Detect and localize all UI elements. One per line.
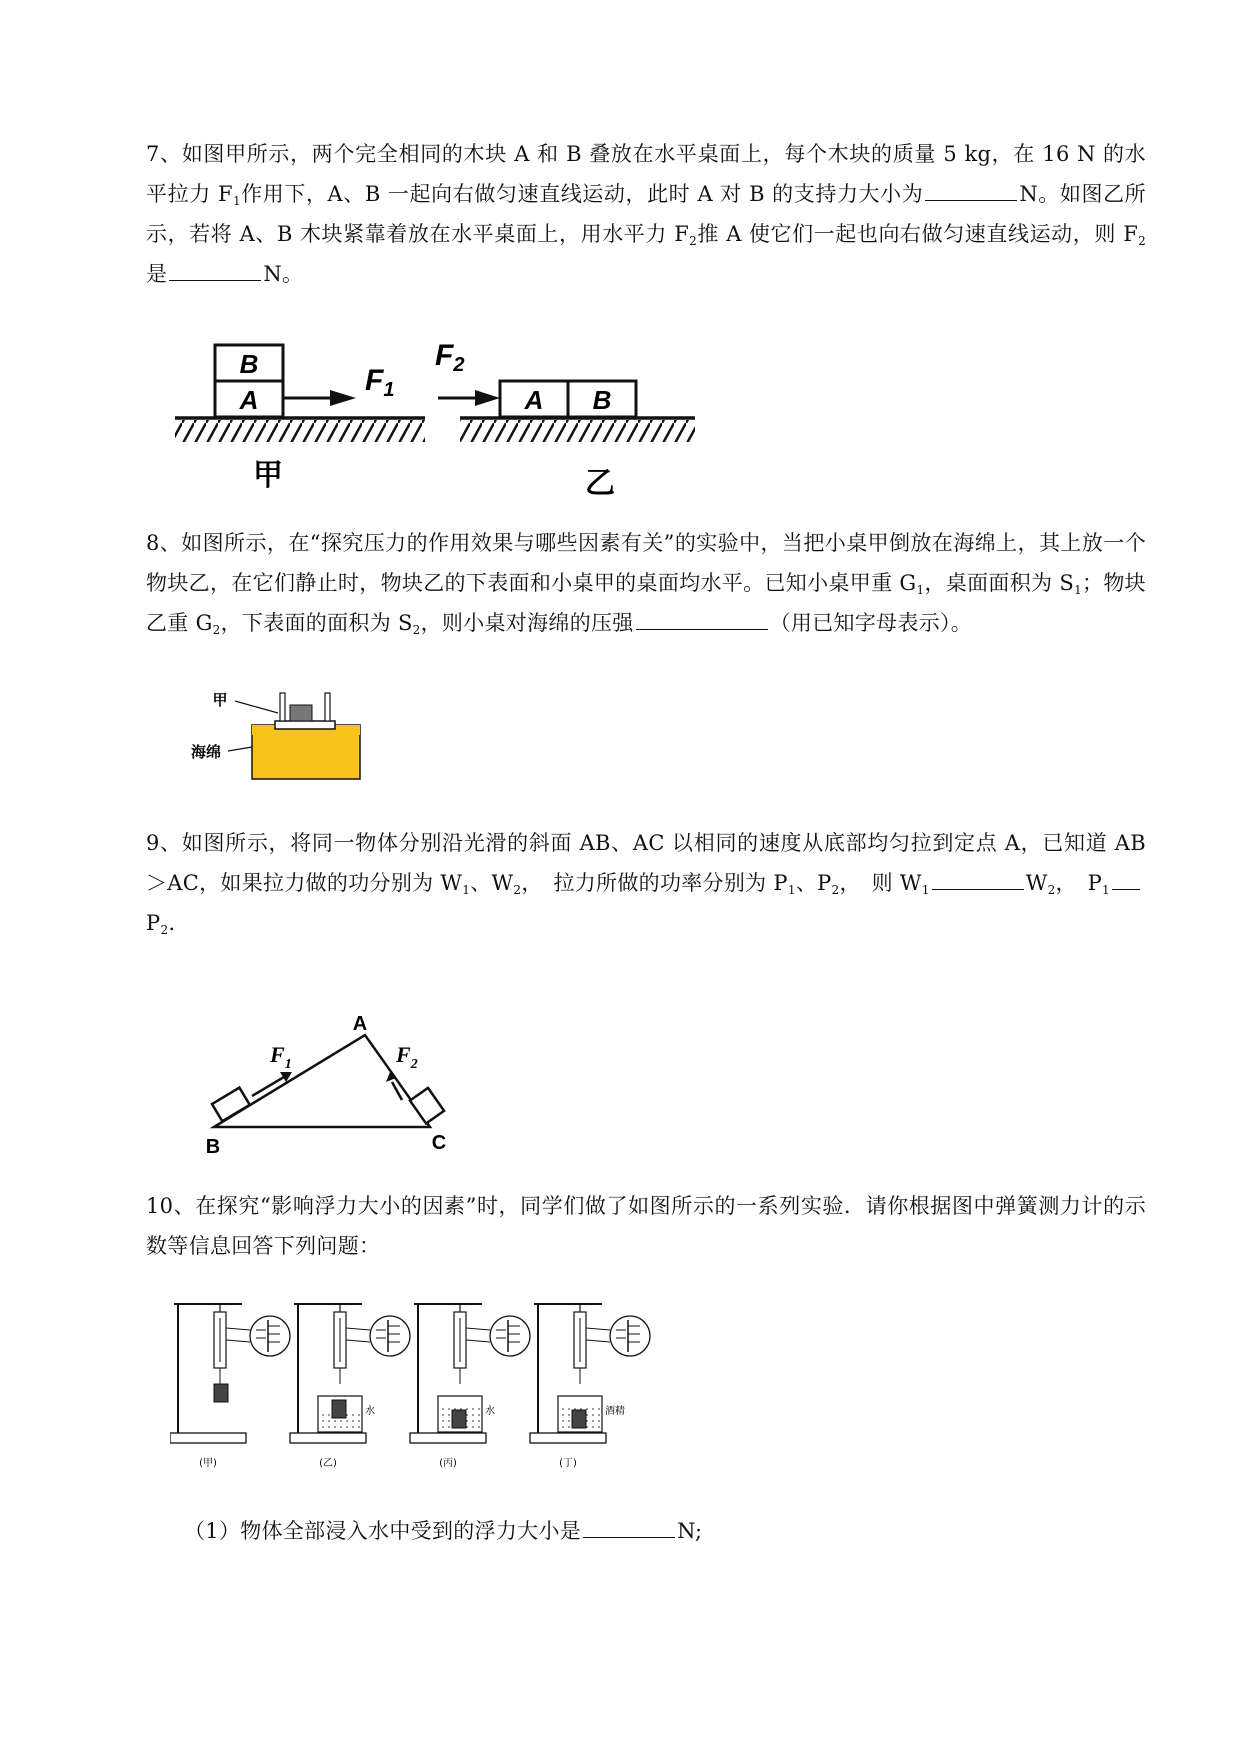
answer-blank[interactable]	[1112, 865, 1140, 890]
figure-q9	[200, 1010, 460, 1165]
block-b2-label: B	[592, 385, 612, 415]
answer-blank[interactable]	[169, 256, 261, 281]
question-10-part-1: （1）物体全部浸入水中受到的浮力大小是 N;	[184, 1511, 1184, 1551]
block-a-label: A	[239, 385, 259, 415]
block-a2-label: A	[524, 385, 544, 415]
figure-q7	[170, 335, 710, 505]
label-a: A	[352, 1013, 368, 1035]
apparatus-jia	[170, 1304, 290, 1443]
label-f1: $F_1$	[270, 1042, 292, 1072]
label-b: B	[205, 1136, 221, 1158]
force-f1-label: $F_1$	[365, 364, 395, 401]
arrow-f2	[475, 390, 500, 406]
label-jia: 甲	[212, 691, 228, 709]
answer-blank[interactable]	[636, 605, 768, 630]
block-on-ac	[410, 1088, 444, 1124]
arrow-f1	[330, 390, 356, 406]
answer-blank[interactable]	[932, 865, 1024, 890]
label-jia: (甲)	[199, 1458, 217, 1469]
force-f2-label: $F_2$	[435, 339, 465, 376]
answer-blank[interactable]	[583, 1513, 675, 1538]
question-9: 9、如图所示，将同一物体分别沿光滑的斜面 AB、AC 以相同的速度从底部均匀拉到定点 A，已知道 AB＞AC，如果拉力做的功分别为 $W_1$、$W_2$， 拉力所做的功率分别为 $P_1$、$P_2$， 则 $W_1$ $W_2$， $P_1$ $P_2$.	[146, 831, 1146, 937]
label-f2: $F_2$	[396, 1042, 418, 1072]
block-on-ab	[212, 1088, 250, 1122]
label-sponge: 海绵	[190, 743, 222, 761]
answer-blank[interactable]	[925, 176, 1017, 201]
liquid-label-alcohol: 酒精	[605, 1406, 625, 1417]
label-ding: (丁)	[559, 1458, 577, 1469]
apparatus-bing	[410, 1304, 530, 1443]
block-b-label: B	[239, 349, 259, 379]
figure-q10	[170, 1298, 670, 1478]
liquid-label-water: 水	[365, 1406, 375, 1417]
question-10: 10、在探究“影响浮力大小的因素”时，同学们做了如图所示的一系列实验．请你根据图中弹簧测力计的示数等信息回答下列问题：	[146, 1194, 1146, 1258]
apparatus-yi	[290, 1304, 410, 1443]
apparatus-ding	[530, 1304, 650, 1443]
liquid-label-water: 水	[485, 1406, 495, 1417]
arrow-f2	[386, 1072, 396, 1082]
label-yi: 乙	[585, 466, 615, 501]
label-jia: 甲	[253, 458, 283, 493]
small-table-top	[275, 721, 335, 729]
question-8: 8、如图所示，在“探究压力的作用效果与哪些因素有关”的实验中，当把小桌甲倒放在海绵上，其上放一个物块乙，在它们静止时，物块乙的下表面和小桌甲的桌面均水平。已知小桌甲重 $G_1$，桌面面积为 $S_1$；物块乙重 $G_2$，下表面的面积为 $S_2$，则小桌对海绵的压强 （用已知字母表示）。	[146, 531, 1146, 637]
label-yi: (乙)	[319, 1458, 337, 1469]
label-c: C	[431, 1132, 447, 1154]
figure-q8	[180, 683, 380, 783]
block-yi	[290, 705, 312, 721]
label-bing: (丙)	[439, 1458, 457, 1469]
question-7: 7、如图甲所示，两个完全相同的木块 A 和 B 叠放在水平桌面上，每个木块的质量 5 kg，在 16 N 的水平拉力 $F_1$作用下，A、B 一起向右做匀速直线运动，此时 A 对 B 的支持力大小为 N。如图乙所示，若将 A、B 木块紧靠着放在水平桌面上，用水平力 $F_2$推 A 使它们一起也向右做匀速直线运动，则 $F_2$是 N。	[146, 142, 1146, 286]
